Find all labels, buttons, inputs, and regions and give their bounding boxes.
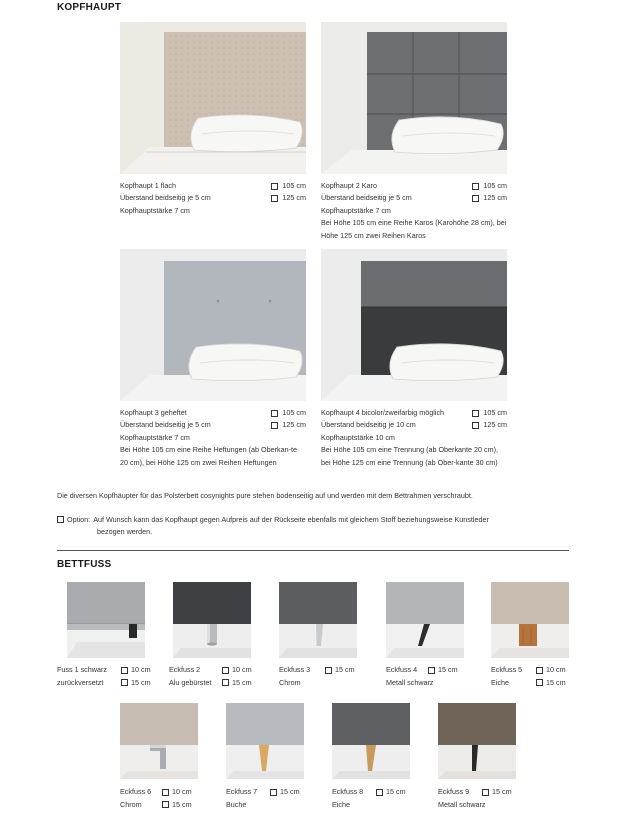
kopfhaupt-option (57, 514, 489, 537)
checkbox-15cm[interactable] (428, 667, 435, 674)
section-title-bettfuss: BETTFUSS (57, 559, 112, 570)
headboard-2-note: Bei Höhe 105 cm eine Reihe Karos (Karohöhe 28 cm), bei Höhe 125 cm zwei Reihen Karos (321, 218, 507, 240)
foot-6-name: Eckfuss 6 (120, 787, 152, 796)
foot-8-label: Eckfuss 8 15 cm Eiche (332, 787, 406, 809)
headboard-2-photo (321, 22, 507, 174)
foot-2-label: Eckfuss 2 10 cm Alu gebürstet 15 cm (169, 665, 252, 687)
foot-1-label: Fuss 1 schwarz 10 cm zurückversetzt 15 cm (57, 665, 151, 687)
foot-6-label: Eckfuss 6 10 cm Chrom 15 cm (120, 787, 192, 809)
option-checkbox[interactable] (57, 516, 64, 523)
checkbox-15cm[interactable] (536, 679, 543, 686)
checkbox-125cm[interactable] (472, 422, 479, 429)
headboard-1-photo (120, 22, 306, 174)
checkbox-15cm[interactable] (121, 679, 128, 686)
checkbox-10cm[interactable] (162, 789, 169, 796)
checkbox-15cm[interactable] (222, 679, 229, 686)
checkbox-10cm[interactable] (121, 667, 128, 674)
headboard-3-note: Bei Höhe 105 cm eine Reihe Heftungen (ab Oberkan-te 20 cm), bei Höhe 125 cm zwei Reihen Heftungen (120, 445, 297, 467)
headboard-3-photo (120, 249, 306, 401)
checkbox-10cm[interactable] (536, 667, 543, 674)
foot-5-name: Eckfuss 5 (491, 665, 523, 674)
checkbox-125cm[interactable] (271, 195, 278, 202)
foot-1-name: Fuss 1 schwarz (57, 665, 107, 674)
foot-9-photo (438, 703, 516, 779)
foot-8-photo (332, 703, 410, 779)
headboard-1-name: Kopfhaupt 1 flach (120, 181, 176, 190)
foot-9-label: Eckfuss 9 15 cm Metall schwarz (438, 787, 512, 809)
option-text-line2: bezogen werden. (97, 526, 153, 536)
checkbox-125cm[interactable] (472, 195, 479, 202)
checkbox-105cm[interactable] (271, 183, 278, 190)
headboard-4-name: Kopfhaupt 4 bicolor/zweifarbig möglich (321, 408, 445, 417)
foot-7-photo (226, 703, 304, 779)
checkbox-15cm[interactable] (376, 789, 383, 796)
option-text-line1: Auf Wunsch kann das Kopfhaupt gegen Aufpreis auf der Rückseite ebenfalls mit gleichem Stoff beziehungsweise Kunstleder (93, 515, 489, 524)
checkbox-15cm[interactable] (162, 801, 169, 808)
headboard-3-name: Kopfhaupt 3 geheftet (120, 408, 187, 417)
foot-5-photo (491, 582, 569, 658)
checkbox-10cm[interactable] (222, 667, 229, 674)
checkbox-105cm[interactable] (271, 410, 278, 417)
foot-6-photo (120, 703, 198, 779)
headboard-4-note: Bei Höhe 105 cm eine Trennung (ab Oberkante 20 cm), bei Höhe 125 cm eine Trennung (ab Ober-kante 30 cm) (321, 445, 498, 467)
checkbox-15cm[interactable] (270, 789, 277, 796)
headboard-2-description: Kopfhaupt 2 Karo 105 cm Überstand beidseitig je 5 cm 125 cm Kopfhauptstärke 7 cm Bei Höhe 105 cm eine Reihe Karos (Karohöhe 28 cm), bei Höhe 125 cm zwei Reihen Karos (321, 180, 507, 242)
section-title-kopfhaupt: KOPFHAUPT (57, 2, 122, 13)
foot-4-label: Eckfuss 4 15 cm Metall schwarz (386, 665, 458, 687)
headboard-4-description: Kopfhaupt 4 bicolor/zweifarbig möglich 105 cm Überstand beidseitig je 10 cm 125 cm Kopfhauptstärke 10 cm Bei Höhe 105 cm eine Trennung (ab Oberkante 20 cm), bei Höhe 125 cm eine Trennung (ab Ober-kante 30 cm) (321, 407, 507, 469)
option-label: Option: (67, 515, 91, 524)
foot-2-name: Eckfuss 2 (169, 665, 201, 674)
foot-8-name: Eckfuss 8 (332, 787, 364, 796)
foot-3-name: Eckfuss 3 (279, 665, 311, 674)
foot-5-label: Eckfuss 5 10 cm Eiche 15 cm (491, 665, 566, 687)
checkbox-105cm[interactable] (472, 183, 479, 190)
section-divider (57, 550, 569, 551)
checkbox-15cm[interactable] (325, 667, 332, 674)
headboard-4-photo (321, 249, 507, 401)
foot-4-name: Eckfuss 4 (386, 665, 418, 674)
foot-3-photo (279, 582, 357, 658)
foot-2-photo (173, 582, 251, 658)
checkbox-125cm[interactable] (271, 422, 278, 429)
foot-3-label: Eckfuss 3 15 cm Chrom (279, 665, 355, 687)
foot-7-name: Eckfuss 7 (226, 787, 258, 796)
foot-1-photo (67, 582, 145, 658)
checkbox-15cm[interactable] (482, 789, 489, 796)
kopfhaupt-info-text: Die diversen Kopfhäupter für das Polsterbett cosynights pure stehen bodenseitig auf und werden mit dem Bettrahmen verschraubt. (57, 491, 473, 500)
headboard-2-name: Kopfhaupt 2 Karo (321, 181, 377, 190)
foot-7-label: Eckfuss 7 15 cm Buche (226, 787, 300, 809)
checkbox-105cm[interactable] (472, 410, 479, 417)
headboard-3-description: Kopfhaupt 3 geheftet 105 cm Überstand beidseitig je 5 cm 125 cm Kopfhauptstärke 7 cm Bei Höhe 105 cm eine Reihe Heftungen (ab Oberkan-te 20 cm), bei Höhe 125 cm zwei Reihen Heftungen (120, 407, 306, 469)
foot-4-photo (386, 582, 464, 658)
foot-9-name: Eckfuss 9 (438, 787, 470, 796)
headboard-1-description: Kopfhaupt 1 flach 105 cm Überstand beidseitig je 5 cm 125 cm Kopfhauptstärke 7 cm (120, 181, 306, 215)
